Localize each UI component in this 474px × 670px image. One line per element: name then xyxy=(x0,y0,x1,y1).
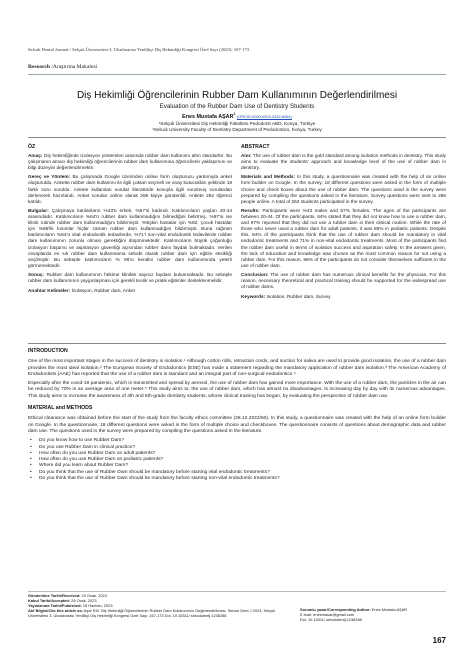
abstract-column xyxy=(241,144,446,304)
footer-correspondence xyxy=(300,608,446,623)
page-number: 167 xyxy=(432,636,446,645)
abstract-aim-text: The use of rubber dam is the gold standard among isolation methods in dentistry. This study aims to evaluate the students' approach and knowledge level of the use of rubber dam in dentistry. xyxy=(241,154,446,172)
oz-keywords-label: Anahtar Kelimeler: xyxy=(28,289,71,295)
footer-doi: Doi: 10.15311/ selcukdentj.1238288 xyxy=(300,616,362,622)
list-item: • Do you use Rubber Dam in clinical practice? xyxy=(28,445,446,451)
author-line xyxy=(28,112,446,120)
abstract-aim xyxy=(241,154,446,172)
introduction-p1: One of the most important stages in the success of dentistry is isolation.¹ Although cotton rolls, retraction cords, and suction for saliva are used to provide good isolation, the use of a rubber dam provides the most ideal isolation.² The European Society of Endodontics (ESE) has made a statement regarding the mandatory application of rubber dam isolation.³ The American Academy of Endodontists (AAE) has reported that the use of a rubber dam is standard and an integral part of non-surgical endodontics.⁴ xyxy=(28,359,446,377)
orcid-link[interactable]: (ORCID-0000-0003-3432-8064) xyxy=(236,113,292,119)
list-item: • Do you know how to use Rubber Dam? xyxy=(28,438,446,444)
abstract-aim-label: Aim: xyxy=(241,154,252,160)
accepted-label: Kabul Tarihi/Accepted: xyxy=(28,597,71,603)
affiliation-en: ¹Selcuk University Faculty of Dentistry Department of Pedodontics, Konya, Turkey xyxy=(152,127,322,132)
header-divider xyxy=(28,74,446,75)
author-sup: 1 xyxy=(233,112,236,116)
oz-heading: ÖZ xyxy=(28,144,36,150)
author-name: Enes Mustafa AŞAR xyxy=(182,113,234,120)
corresponding-email[interactable]: E-mail: enesmasar@gmail.com xyxy=(300,611,355,617)
footer-dates xyxy=(28,594,278,619)
oz-bulgular-label: Bulgular: xyxy=(28,208,49,214)
oz-bulgular-text: Çalışmaya katılanların %43'ü erkek, %57'si kadındı. Katılımcıların yaşları 20-44 arasındadır. Katılımcıların %64'ü rubber dam kullanmadığını bilmediğini belirtmiş, %97'si ise klinik rutinde rubber dam kullanmadığını bildirmiştir. Yetişkin hastalar için %82, çocuk hastalar için %85'lik kısımlar hiçbir zaman rubber dam kullanmadığını bildirmiştir. Buna rağmen katılımcıların %84'ü vital endodontik tedavilerde, %71'i non-vital endodontik tedavilerde rubber dam kullanımının zorunlu olması gerektiğini düşünmektedir. Katılımcıların büyük çoğunluğu izolasyon başarısı ve aspirasyon güvenliği açısından rubber damı faydalı bulmaktadır. Verilen cevaplarda en sık rubber dam kullanmama sebebi olarak rubber dam için eğitim eksikliği seçilmiştir. Bu sebeple katılımcıların % 96'sı kendini rubber dam kullanımında yeterli görmemektedir. xyxy=(28,208,232,269)
journal-line: Selcuk Dental Journal / Selçuk Üniversitesi 3. Uluslararası Yenilikçi Diş Hekimliği Kongresi Özel Sayı (2023): 167-173 xyxy=(28,47,250,52)
oz-column xyxy=(28,144,232,298)
introduction-heading: INTRODUCTION xyxy=(28,348,68,354)
abstract-conclusion xyxy=(241,273,446,291)
oz-amac xyxy=(28,154,232,172)
footer-divider xyxy=(28,591,446,592)
corr-value: Enes Mustafa AŞAR xyxy=(370,607,408,612)
introduction-p2: Especially after the covid-19 pandemic, which is transmitted and spread by aerosol, the use of rubber dam has gained more importance. With the use of a rubber dam, the particles in the air can be reduced by 70% in an average area of one meter.⁵ This study aims to; the use of rubber dam, which has almost no disadvantages, is increasing day by day with its numerous advantages. This study aims to increase the awareness of 4th and 5th-grade dentistry students, whose clinical training has begun, by evaluating the perspective of rubber dam use. xyxy=(28,381,446,399)
cite-value: Aşar EM. Diş Hekimliği Öğrencilerinin Rubber Dam Kullanımının Değerlendirilmesi. Selcuk Dent J 2023; Selçuk Üniversitesi 3. Uluslararası Yenilikçi Diş Hekimliği Kongresi Özel Sayı: 167-173 Doi: 10.15311/ selcukdentj.1238288 xyxy=(28,607,276,618)
received-label: Gönderilme Tarihi/Received: xyxy=(28,593,81,598)
list-item: • How often do you use Rubber Dam on pediatric patients? xyxy=(28,457,446,463)
oz-keywords xyxy=(28,289,232,295)
oz-gerec xyxy=(28,175,232,206)
corr-label: Sorumlu yazar/Corresponding Author: xyxy=(300,607,371,612)
section-label xyxy=(28,64,97,70)
list-item: • How often do you use Rubber Dam on adult patients? xyxy=(28,451,446,457)
abstract-keywords xyxy=(241,295,446,301)
abstract-keywords-text: Isolation, Rubber dam, Survey xyxy=(265,295,331,301)
abstract-conclusion-label: Conclusion: xyxy=(241,272,269,278)
abstract-heading: ABSTRACT xyxy=(241,144,270,150)
abstract-results-label: Results: xyxy=(241,208,260,214)
materials-heading: MATERIAL and METHODS xyxy=(28,405,93,412)
published-label: Yayınlanma Tarihi/Published: xyxy=(28,602,82,608)
abstract-divider xyxy=(28,343,446,344)
abstract-keywords-label: Keywords: xyxy=(241,295,266,301)
list-item: • Do you think that the use of Rubber Dam should be mandatory before starting non-vital endodontic treatments? xyxy=(28,476,446,482)
received-value: 20 Ocak, 2023 xyxy=(80,593,107,598)
oz-keywords-text: İzolasyon, Rubber dam, Anket xyxy=(70,289,135,295)
abstract-results-text: Participants were %43 males and 57% females. The ages of the participants are between 20-44. Of the participants, 64% stated that they did not know how to use a rubber dam, and 97% reported that they did not use a rubber dam in their clinical routine. While the rate of those who never used a rubber dam for adult patients, it was 85% in pediatric patients. Despite this, 84% of the participants think that the use of rubber dam should be mandatory in vital endodontic treatments and 71% in non-vital endodontic treatments. Most of the participants find the rubber dam useful in terms of isolation success and aspiration safety. In the answers given, the lack of education and knowledge was chosen as the most common reason for not using a rubber dam. For this reason, 96% of the participants do not consider themselves sufficient in the use of rubber dam. xyxy=(241,208,446,269)
abstract-conclusion-text: The use of rubber dam has numerous clinical benefits for the physician. For this reason, necessary theoretical and practical training should be supported for the widespread use of rubber dams. xyxy=(241,272,446,291)
affiliation-tr: ¹Selçuk Üniversitesi Diş Hekimliği Fakültesi Pedodonti ABD, Konya, Türkiye xyxy=(158,121,316,126)
article-subtitle: Evaluation of the Rubber Dam Use of Dentistry Students xyxy=(159,103,315,110)
list-item: • Do you think that the use of Rubber Dam should be mandatory before starting vital endodontic treatments? xyxy=(28,470,446,476)
article-title: Diş Hekimliği Öğrencilerinin Rubber Dam Kullanımının Değerlendirilmesi xyxy=(76,90,398,101)
abstract-methods xyxy=(241,175,446,206)
question-list xyxy=(28,438,446,482)
published-value: 15 Haziran, 2023 xyxy=(81,602,113,608)
abstract-methods-text: In this study, a questionnaire was created with the help of an online form builder on Google. In the survey, 18 different questions were asked in the form of multiple choice and check boxes about the use of rubber dam. The questions used in the survey were prepared by compiling the questions asked in the literature. Survey questions were sent to 286 people online. A total of 262 students participated in the survey. xyxy=(241,175,446,205)
materials-p1: Ethical clearance was obtained before the start of the study from the faculty ethics committee (28.12.2022/50). In this study, a questionnaire was created with the help of an online form builder on Google. In the questionnaire, 18 different questions were asked in the form of multiple choice and checkboxes. The questionnaire consists of questions about demographic data and rubber dam use. The questions used in the survey were prepared by compiling the questions asked in the literature. xyxy=(28,416,446,434)
oz-gerec-label: Gereç ve Yöntem: xyxy=(28,175,71,181)
footer-cite xyxy=(28,609,278,619)
cite-label: Atıf Bilgisi/Cite this article as: xyxy=(28,607,83,613)
oz-sonuc-label: Sonuç: xyxy=(28,272,45,278)
list-item: • Where did you learn about Rubber Dam? xyxy=(28,463,446,469)
oz-bulgular xyxy=(28,209,232,271)
abstract-methods-label: Materials and Methods: xyxy=(241,175,296,181)
oz-amac-text: Diş hekimliğinde izolasyon yöntemleri arasında rubber dam kullanımı altın standarttır. Bu çalışmanın amacı diş hekimliği öğrencilerinin rubber dam kullanımına öğrencilerin yaklaşımını ve bilgi düzeyini değerlendirmektir. xyxy=(28,154,232,172)
section-label-bold: Research xyxy=(28,64,50,70)
title-divider xyxy=(28,137,446,138)
abstract-results xyxy=(241,209,446,271)
oz-amac-label: Amaç: xyxy=(28,154,43,160)
main-body xyxy=(28,348,446,482)
section-label-rest: /Araştırma Makalesi xyxy=(49,64,98,70)
oz-sonuc-text: Rubber dam kullanımının hekime klinikte sayısız faydası bulunmaktadır. Bu sebeple rubber dam kullanımının yaygınlaşması için gerekli teorik ve pratik eğitimler desteklenmelidir. xyxy=(28,272,232,284)
oz-gerec-text: Bu çalışmada Google üzerinden online form oluşturucu yardımıyla anket oluşturuldu. Ankette rubber dam kullanımı ile ilgili çoktan seçmeli ve onay kutucukları şeklinde 18 farklı soru soruldu. Ankete kullanılan sorular literatürde konuyla ilgili sorulmuş sorulardan derlenerek hazırlandı. Anket soruları online olarak 286 kişiye gönderildi. Ankete 262 öğrenci katıldı. xyxy=(28,175,233,205)
accepted-value: 28 Ocak, 2023 xyxy=(70,597,97,603)
oz-sonuc xyxy=(28,273,232,285)
